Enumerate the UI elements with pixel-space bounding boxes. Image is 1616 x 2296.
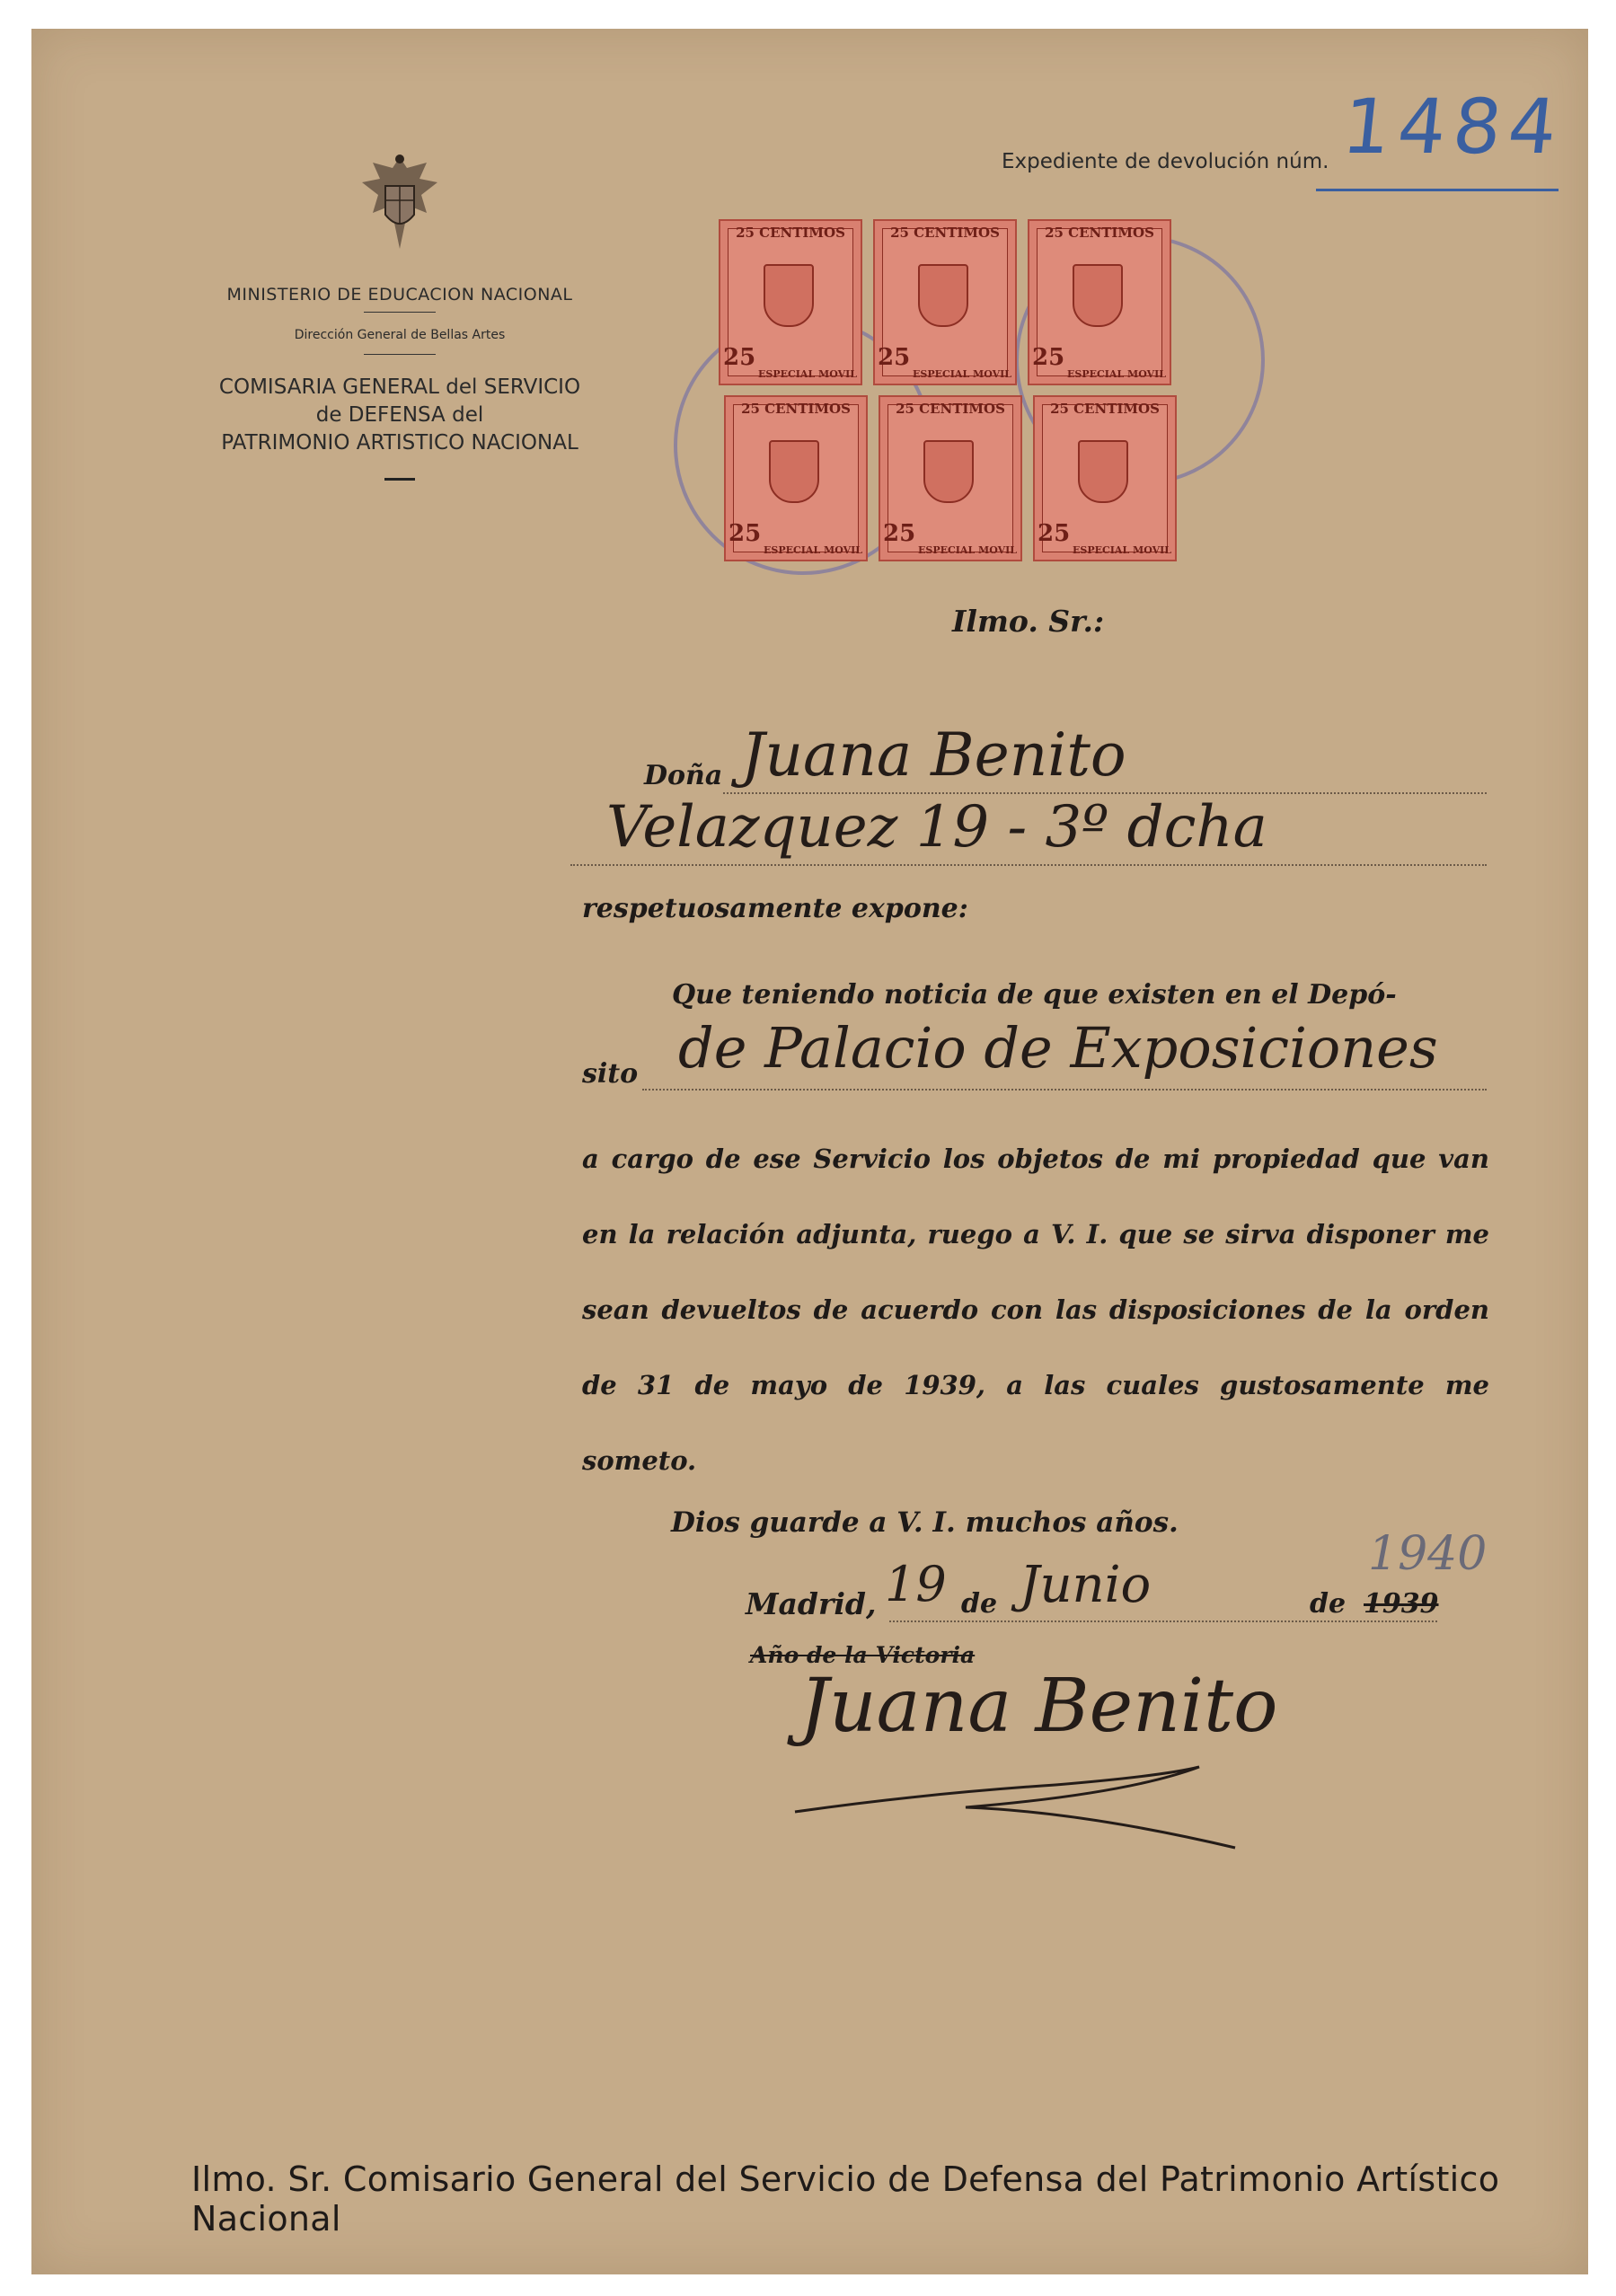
deposito-intro: Que teniendo noticia de que existen en el Depó-: [672, 979, 1397, 1011]
comisaria-heading: [175, 374, 624, 457]
dios-guarde: Dios guarde a V. I. muchos años.: [671, 1506, 1179, 1539]
stamp: 25 CENTIMOS 25 ESPECIAL MOVIL: [719, 219, 862, 385]
expediente-label: Expediente de devolución núm.: [1002, 150, 1329, 173]
year-printed: 1939: [1364, 1588, 1439, 1620]
stamp: 25 CENTIMOS 25 ESPECIAL MOVIL: [1033, 395, 1177, 561]
year-handwritten: 1940: [1368, 1527, 1488, 1581]
request-paragraph: a cargo de ese Servicio los objetos de mi propiedad que van en la relación adjunta, ruego a V. I. que se sirva disponer me sean devueltos de acuerdo con las disposiciones de la orden de 31 de mayo de 1939, a las cuales gustosamente me someto.: [582, 1144, 1489, 1476]
address-dotted-line: [570, 864, 1487, 866]
stamp: 25 CENTIMOS 25 ESPECIAL MOVIL: [879, 395, 1022, 561]
sito-label: sito: [582, 1058, 639, 1090]
document-page: [31, 29, 1588, 2274]
addressee-footer: Ilmo. Sr. Comisario General del Servicio de Defensa del Patrimonio Artístico Nacional: [191, 2159, 1500, 2239]
deposito-handwritten: de Palacio de Exposiciones: [678, 1015, 1438, 1081]
signature-flourish: [786, 1758, 1253, 1857]
name-handwritten: Juana Benito: [741, 720, 1126, 790]
divider: [364, 354, 436, 355]
madrid-label: Madrid,: [746, 1586, 877, 1621]
day-handwritten: 19: [885, 1556, 947, 1612]
divider: [364, 312, 436, 313]
de-label: de: [961, 1588, 998, 1620]
expediente-number: 1484: [1338, 83, 1568, 171]
divider: [384, 478, 415, 481]
de-label: de: [1310, 1588, 1347, 1620]
revenue-stamps: [674, 199, 1195, 595]
ministry-heading: MINISTERIO DE EDUCACION NACIONAL: [226, 285, 573, 305]
stamp: 25 CENTIMOS 25 ESPECIAL MOVIL: [873, 219, 1017, 385]
salutation: Ilmo. Sr.:: [952, 604, 1105, 639]
direction-heading: Dirección General de Bellas Artes: [294, 328, 506, 342]
deposito-dotted-line: [642, 1089, 1487, 1091]
coat-of-arms-icon: [355, 150, 445, 258]
comisaria-line-1: COMISARIA GENERAL del SERVICIO: [218, 375, 581, 399]
address-handwritten: Velazquez 19 - 3º dcha: [606, 794, 1267, 861]
expediente-underline: [1316, 189, 1559, 191]
comisaria-line-3: PATRIMONIO ARTISTICO NACIONAL: [221, 431, 578, 455]
stamp: 25 CENTIMOS 25 ESPECIAL MOVIL: [724, 395, 868, 561]
expone-text: respetuosamente expone:: [582, 893, 968, 924]
month-handwritten: Junio: [1020, 1556, 1152, 1614]
comisaria-line-2: de DEFENSA del: [315, 403, 484, 427]
ano-victoria: Año de la Victoria: [750, 1642, 976, 1668]
dona-label: Doña: [644, 760, 723, 791]
date-dotted-line: [889, 1620, 1437, 1622]
stamp: 25 CENTIMOS 25 ESPECIAL MOVIL: [1028, 219, 1171, 385]
signature: Juana Benito: [799, 1664, 1278, 1749]
